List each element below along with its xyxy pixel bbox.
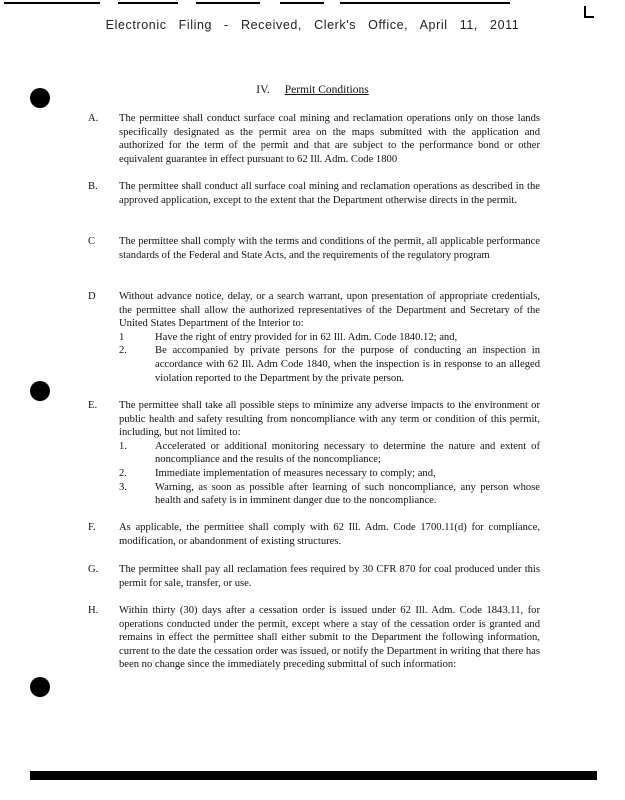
section-number: IV. [256, 84, 270, 96]
paragraph-text: The permittee shall take all possible steps to minimize any adverse impacts to the environment or public health and safety resulting from noncompliance with any term or condition of this permit, including, but not limited to: [119, 400, 540, 439]
paragraph-text: As applicable, the permittee shall comply with 62 Ill. Adm. Code 1700.11(d) for compliance, modification, or abandonment of existing structures. [119, 522, 540, 547]
list-item-number: 1 [119, 331, 125, 343]
paragraph-text: The permittee shall comply with the terms and conditions of the permit, all applicable performance standards of the Federal and State Acts, and the requirements of the regulatory program [119, 236, 540, 261]
paragraph-h [88, 604, 540, 672]
paragraph-letter: E. [88, 400, 98, 411]
scan-top-line [280, 2, 324, 4]
paragraph-letter: F. [88, 522, 96, 533]
paragraph-text: The permittee shall conduct all surface coal mining and reclamation operations as described in the approved application, except to the extent that the Department otherwise directs in the permit. [119, 181, 540, 206]
scan-corner-mark [584, 6, 594, 18]
filing-stamp-header: Electronic Filing - Received, Clerk's Office, April 11, 2011 [105, 18, 520, 32]
list-item [119, 481, 540, 508]
list-item-text: Warning, as soon as possible after learning of such noncompliance, any person whose health and safety is in imminent danger due to the noncompliance. [155, 481, 540, 507]
list-item-text: Immediate implementation of measures necessary to comply; and, [155, 467, 436, 479]
binder-hole [30, 381, 50, 401]
paragraph-b [88, 180, 540, 207]
list-item [119, 344, 540, 385]
list-item-text: Have the right of entry provided for in 62 Ill. Adm. Code 1840.12; and, [155, 331, 458, 343]
paragraph-text: The permittee shall pay all reclamation fees required by 30 CFR 870 for coal produced under this permit for sale, transfer, or use. [119, 564, 540, 589]
scan-top-line [340, 2, 510, 4]
list-item-number: 2. [119, 345, 127, 357]
list-item-number: 1. [119, 440, 127, 452]
scan-top-line [118, 2, 178, 4]
list-item-text: Accelerated or additional monitoring necessary to determine the nature and extent of noncompliance and the results of the noncompliance; [155, 440, 540, 466]
paragraph-e [88, 399, 540, 508]
list-item [119, 467, 540, 481]
paragraph-c [88, 235, 540, 262]
paragraph-letter: G. [88, 564, 99, 575]
paragraph-g [88, 563, 540, 590]
paragraph-letter: C [88, 236, 96, 247]
list-item-number: 3. [119, 481, 127, 493]
paragraph-text: Without advance notice, delay, or a search warrant, upon presentation of appropriate credentials, the permittee shall allow the authorized representatives of the Department and Secretary of the United States Department of the Interior to: [119, 291, 540, 330]
paragraph-text: Within thirty (30) days after a cessation order is issued under 62 Ill. Adm. Code 1843.11, for operations conducted under the permit, except where a stay of the cessation order is granted and remains in effect the permittee shall either submit to the Department the following information, current to the date the cessation order was issued, or notify the Department in writing that there has been no change since the immediately preceding submittal of such information: [119, 605, 540, 671]
paragraph-f [88, 521, 540, 548]
list-item-text: Be accompanied by private persons for the purpose of conducting an inspection in accordance with 62 Ill. Adm Code 1840, when the inspection is in response to an alleged violation reported to the Department by the private person. [155, 345, 540, 384]
paragraph-text: The permittee shall conduct surface coal mining and reclamation operations only on those lands specifically designated as the permit area on the maps submitted with the application and authorized for the term of the permit and that are subject to the performance bond or other equivalent guarantee in effect pursuant to 62 Ill. Adm. Code 1800 [119, 113, 540, 165]
section-heading [0, 84, 625, 96]
list-item-number: 2. [119, 467, 127, 479]
scan-top-line [196, 2, 260, 4]
section-title: Permit Conditions [284, 84, 369, 96]
scan-bottom-bar [30, 771, 597, 780]
paragraph-d [88, 290, 540, 385]
paragraph-letter: D [88, 291, 96, 302]
scan-top-line [4, 2, 100, 4]
list-item [119, 440, 540, 467]
binder-hole [30, 677, 50, 697]
paragraph-a [88, 112, 540, 166]
paragraph-letter: B. [88, 181, 98, 192]
paragraph-letter: A. [88, 113, 99, 124]
list-item [119, 331, 540, 345]
paragraph-letter: H. [88, 605, 99, 616]
